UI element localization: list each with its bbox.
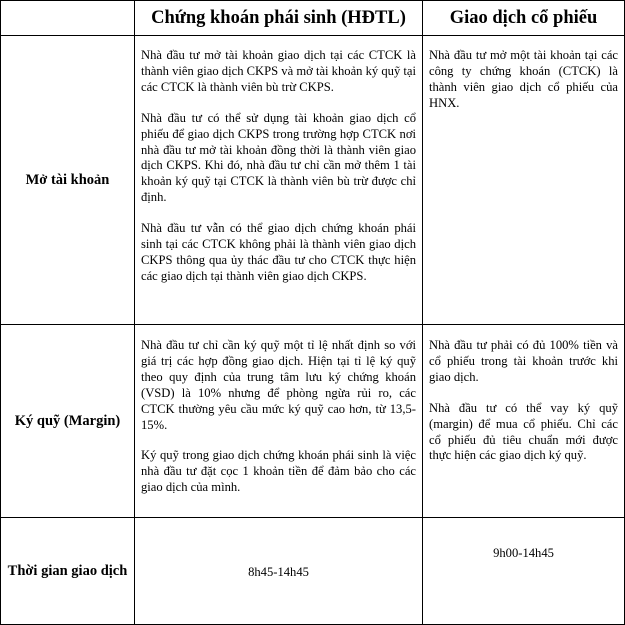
row-label-open-account: Mở tài khoản bbox=[1, 36, 135, 325]
open-account-stocks-cell bbox=[423, 36, 625, 325]
header-stocks: Giao dịch cổ phiếu bbox=[423, 1, 625, 36]
table-row-open-account bbox=[1, 36, 625, 325]
header-derivatives: Chứng khoán phái sinh (HĐTL) bbox=[135, 1, 423, 36]
open-account-derivatives-para-1: Nhà đầu tư mở tài khoản giao dịch tại các CTCK là thành viên giao dịch CKPS và mở tài khoản ký quỹ tại các CTCK là thành viên bù trừ CKPS. bbox=[141, 48, 416, 94]
table-header-row bbox=[1, 1, 625, 36]
open-account-derivatives-para-3: Nhà đầu tư vẫn có thể giao dịch chứng khoán phái sinh tại các CTCK không phải là thành viên giao dịch CKPS thông qua ủy thác đầu tư cho CTCK thực hiện các giao dịch tại thành viên giao dịch CKPS. bbox=[141, 221, 416, 283]
margin-derivatives-para-1: Nhà đầu tư chỉ cần ký quỹ một tỉ lệ nhất định so với giá trị các hợp đồng giao dịch. Hiện tại tỉ lệ ký quỹ theo quy định của trung tâm lưu ký chứng khoán (VSD) là 10% nhưng để phòng ngừa rủi ro, các CTCK thường yêu cầu mức ký quỹ cao hơn, từ 13,5-15%. bbox=[141, 338, 416, 432]
trading-time-stocks: 9h00-14h45 bbox=[423, 518, 625, 625]
open-account-derivatives-cell bbox=[135, 36, 423, 325]
margin-derivatives-para-2: Ký quỹ trong giao dịch chứng khoán phái sinh là việc nhà đầu tư đặt cọc 1 khoản tiền để đảm bảo cho các giao dịch của mình. bbox=[141, 448, 416, 495]
header-empty-cell bbox=[1, 1, 135, 36]
margin-derivatives-cell bbox=[135, 325, 423, 518]
table-row-trading-time bbox=[1, 518, 625, 625]
table-row-margin bbox=[1, 325, 625, 518]
row-label-margin: Ký quỹ (Margin) bbox=[1, 325, 135, 518]
open-account-stocks-para-1: Nhà đầu tư mở một tài khoản tại các công ty chứng khoán (CTCK) là thành viên giao dịch cổ phiếu của HNX. bbox=[429, 48, 618, 110]
trading-time-derivatives: 8h45-14h45 bbox=[135, 518, 423, 625]
row-label-trading-time: Thời gian giao dịch bbox=[1, 518, 135, 625]
margin-stocks-para-1: Nhà đầu tư phải có đủ 100% tiền và cổ phiếu trong tài khoản trước khi giao dịch. bbox=[429, 338, 618, 384]
margin-stocks-para-2: Nhà đầu tư có thể vay ký quỹ (margin) để mua cổ phiếu. Chỉ các cổ phiếu đủ tiêu chuẩn mới được thực hiện các giao dịch ký quỹ. bbox=[429, 400, 618, 463]
margin-stocks-cell bbox=[423, 325, 625, 518]
open-account-derivatives-para-2: Nhà đầu tư có thể sử dụng tài khoản giao dịch cổ phiếu để giao dịch CKPS trong trường hợp CTCK nơi nhà đầu tư mở tài khoản đồng thời là thành viên giao dịch CKPS. Khi đó, nhà đầu tư chỉ cần mở thêm 1 tài khoản ký quỹ tại CTCK là thành viên bù trừ được chỉ định. bbox=[141, 110, 416, 205]
